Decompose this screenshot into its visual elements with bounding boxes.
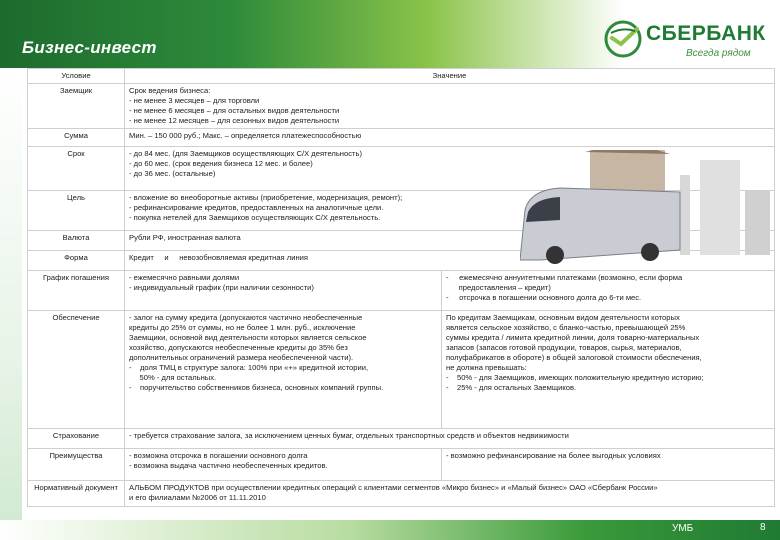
- text-line: - не менее 3 месяцев – для торговли: [129, 96, 260, 105]
- table-row: [28, 129, 775, 147]
- text-line: не должна превышать:: [446, 363, 527, 372]
- table-row: [28, 311, 775, 429]
- text-line: - индивидуальный график (при наличии сезонности): [129, 283, 314, 292]
- text-line: - возможна выдача частично необеспеченных кредитов.: [129, 461, 328, 470]
- text-line: - отсрочка в погашении основного долга до 6-ти мес.: [446, 293, 642, 302]
- text-line: - ежемесячно равными долями: [129, 273, 240, 282]
- row-value-form: Кредит и невозобновляемая кредитная линия: [125, 251, 775, 271]
- text-line: - не менее 6 месяцев – для остальных видов деятельности: [129, 106, 340, 115]
- sberbank-logo: [604, 18, 774, 64]
- text-line: дополнительных ограничений размера необеспеченной части).: [129, 353, 354, 362]
- row-label-amount: Сумма: [28, 129, 125, 147]
- table-row: [28, 251, 775, 271]
- text-line: кредиты до 25% от суммы, но не более 1 млн. руб., исключение: [129, 323, 356, 332]
- header-condition: Условие: [28, 69, 125, 84]
- text-line: - до 60 мес. (срок ведения бизнеса 12 мес. и более): [129, 159, 313, 168]
- row-label-schedule: График погашения: [28, 271, 125, 311]
- text-line: - залог на сумму кредита (допускаются частично необеспеченные: [129, 313, 363, 322]
- row-value-term: [125, 147, 775, 191]
- row-value-collateral-right: [442, 311, 775, 429]
- text-line: - вложение во внеоборотные активы (приобретение, модернизация, ремонт);: [129, 193, 403, 202]
- row-value-advantages-right: - возможно рефинансирование на более выгодных условиях: [442, 449, 775, 481]
- text-line: - 25% - для остальных Заемщиков.: [446, 383, 577, 392]
- row-value-insurance: - требуется страхование залога, за исключением ценных бумаг, отдельных транспортных средств и объектов недвижимости: [125, 429, 775, 449]
- text-line: - до 36 мес. (остальные): [129, 169, 216, 178]
- row-value-amount: Мин. – 150 000 руб.; Макс. – определяется платежеспособностью: [125, 129, 775, 147]
- text-line: - возможна отсрочка в погашении основного долга: [129, 451, 308, 460]
- row-label-advantages: Преимущества: [28, 449, 125, 481]
- row-label-form: Форма: [28, 251, 125, 271]
- conditions-table: [27, 68, 775, 507]
- table-row: [28, 191, 775, 231]
- logo-text: СБЕРБАНК: [646, 22, 766, 45]
- sberbank-logo-icon: [604, 20, 642, 58]
- text-line: Срок ведения бизнеса:: [129, 86, 211, 95]
- row-label-purpose: Цель: [28, 191, 125, 231]
- row-value-advantages-left: [125, 449, 442, 481]
- table-row: [28, 271, 775, 311]
- row-value-schedule-right: [442, 271, 775, 311]
- logo-slogan: Всегда рядом: [686, 48, 751, 59]
- text-line: - ежемесячно аннуитетными платежами (возможно, если форма: [446, 273, 683, 282]
- text-line: - доля ТМЦ в структуре залога: 100% при «+» кредитной истории,: [129, 363, 369, 372]
- row-value-schedule-left: [125, 271, 442, 311]
- footer-unit: УМБ: [672, 523, 694, 534]
- text-line: 50% - для остальных.: [129, 373, 217, 382]
- row-label-currency: Валюта: [28, 231, 125, 251]
- text-line: полуфабрикатов в обороте) в общей залоговой стоимости обеспечения,: [446, 353, 702, 362]
- table-row: [28, 449, 775, 481]
- row-value-currency: Рубли РФ, иностранная валюта: [125, 231, 775, 251]
- table-row: [28, 147, 775, 191]
- row-value-collateral-left: [125, 311, 442, 429]
- row-value-regulation: [125, 481, 775, 507]
- table-row: [28, 429, 775, 449]
- text-line: и его филиалами №2006 от 11.11.2010: [129, 493, 266, 502]
- row-label-borrower: Заемщик: [28, 84, 125, 129]
- table-row: [28, 231, 775, 251]
- text-line: является сельское хозяйство, с бланко-частью, превышающей 25%: [446, 323, 686, 332]
- row-label-insurance: Страхование: [28, 429, 125, 449]
- row-label-term: Срок: [28, 147, 125, 191]
- text-line: По кредитам Заемщикам, основным видом деятельности которых: [446, 313, 680, 322]
- text-line: запасов (запасов готовой продукции, товаров, сырья, материалов,: [446, 343, 682, 352]
- row-label-regulation: Нормативный документ: [28, 481, 125, 507]
- text-line: - покупка нетелей для Заемщиков осуществляющих С/Х деятельность.: [129, 213, 381, 222]
- text-line: предоставления – кредит): [446, 283, 551, 292]
- header-value: Значение: [125, 69, 775, 84]
- text-line: суммы кредита / лимита кредитной линии, доля товарно-материальных: [446, 333, 700, 342]
- text-line: - не менее 12 месяцев – для сезонных видов деятельности: [129, 116, 340, 125]
- footer-bar: [0, 520, 780, 540]
- text-line: - 50% - для Заемщиков, имеющих положительную кредитную историю;: [446, 373, 704, 382]
- table-row: [28, 84, 775, 129]
- text-line: - поручительство собственников бизнеса, основных компаний группы.: [129, 383, 384, 392]
- text-line: АЛЬБОМ ПРОДУКТОВ при осуществлении кредитных операций с клиентами сегментов «Микро бизнес» и «Малый бизнес» ОАО «Сбербанк России»: [129, 483, 658, 492]
- row-value-purpose: [125, 191, 775, 231]
- text-line: Заемщики, основной вид деятельности которых является сельское: [129, 333, 367, 342]
- page-title: Бизнес-инвест: [22, 38, 157, 57]
- text-line: - до 84 мес. (для Заемщиков осуществляющих С/Х деятельность): [129, 149, 362, 158]
- decorative-strip: [0, 68, 22, 540]
- header-banner: [0, 0, 780, 68]
- page-number: 8: [760, 522, 766, 533]
- table-header-row: [28, 69, 775, 84]
- text-line: - рефинансирование кредитов, предоставленных на аналогичные цели.: [129, 203, 384, 212]
- row-value-borrower: [125, 84, 775, 129]
- text-line: хозяйство, допускаются необеспеченные кредиты до 35% без: [129, 343, 348, 352]
- row-label-collateral: Обеспечение: [28, 311, 125, 429]
- table-row: [28, 481, 775, 507]
